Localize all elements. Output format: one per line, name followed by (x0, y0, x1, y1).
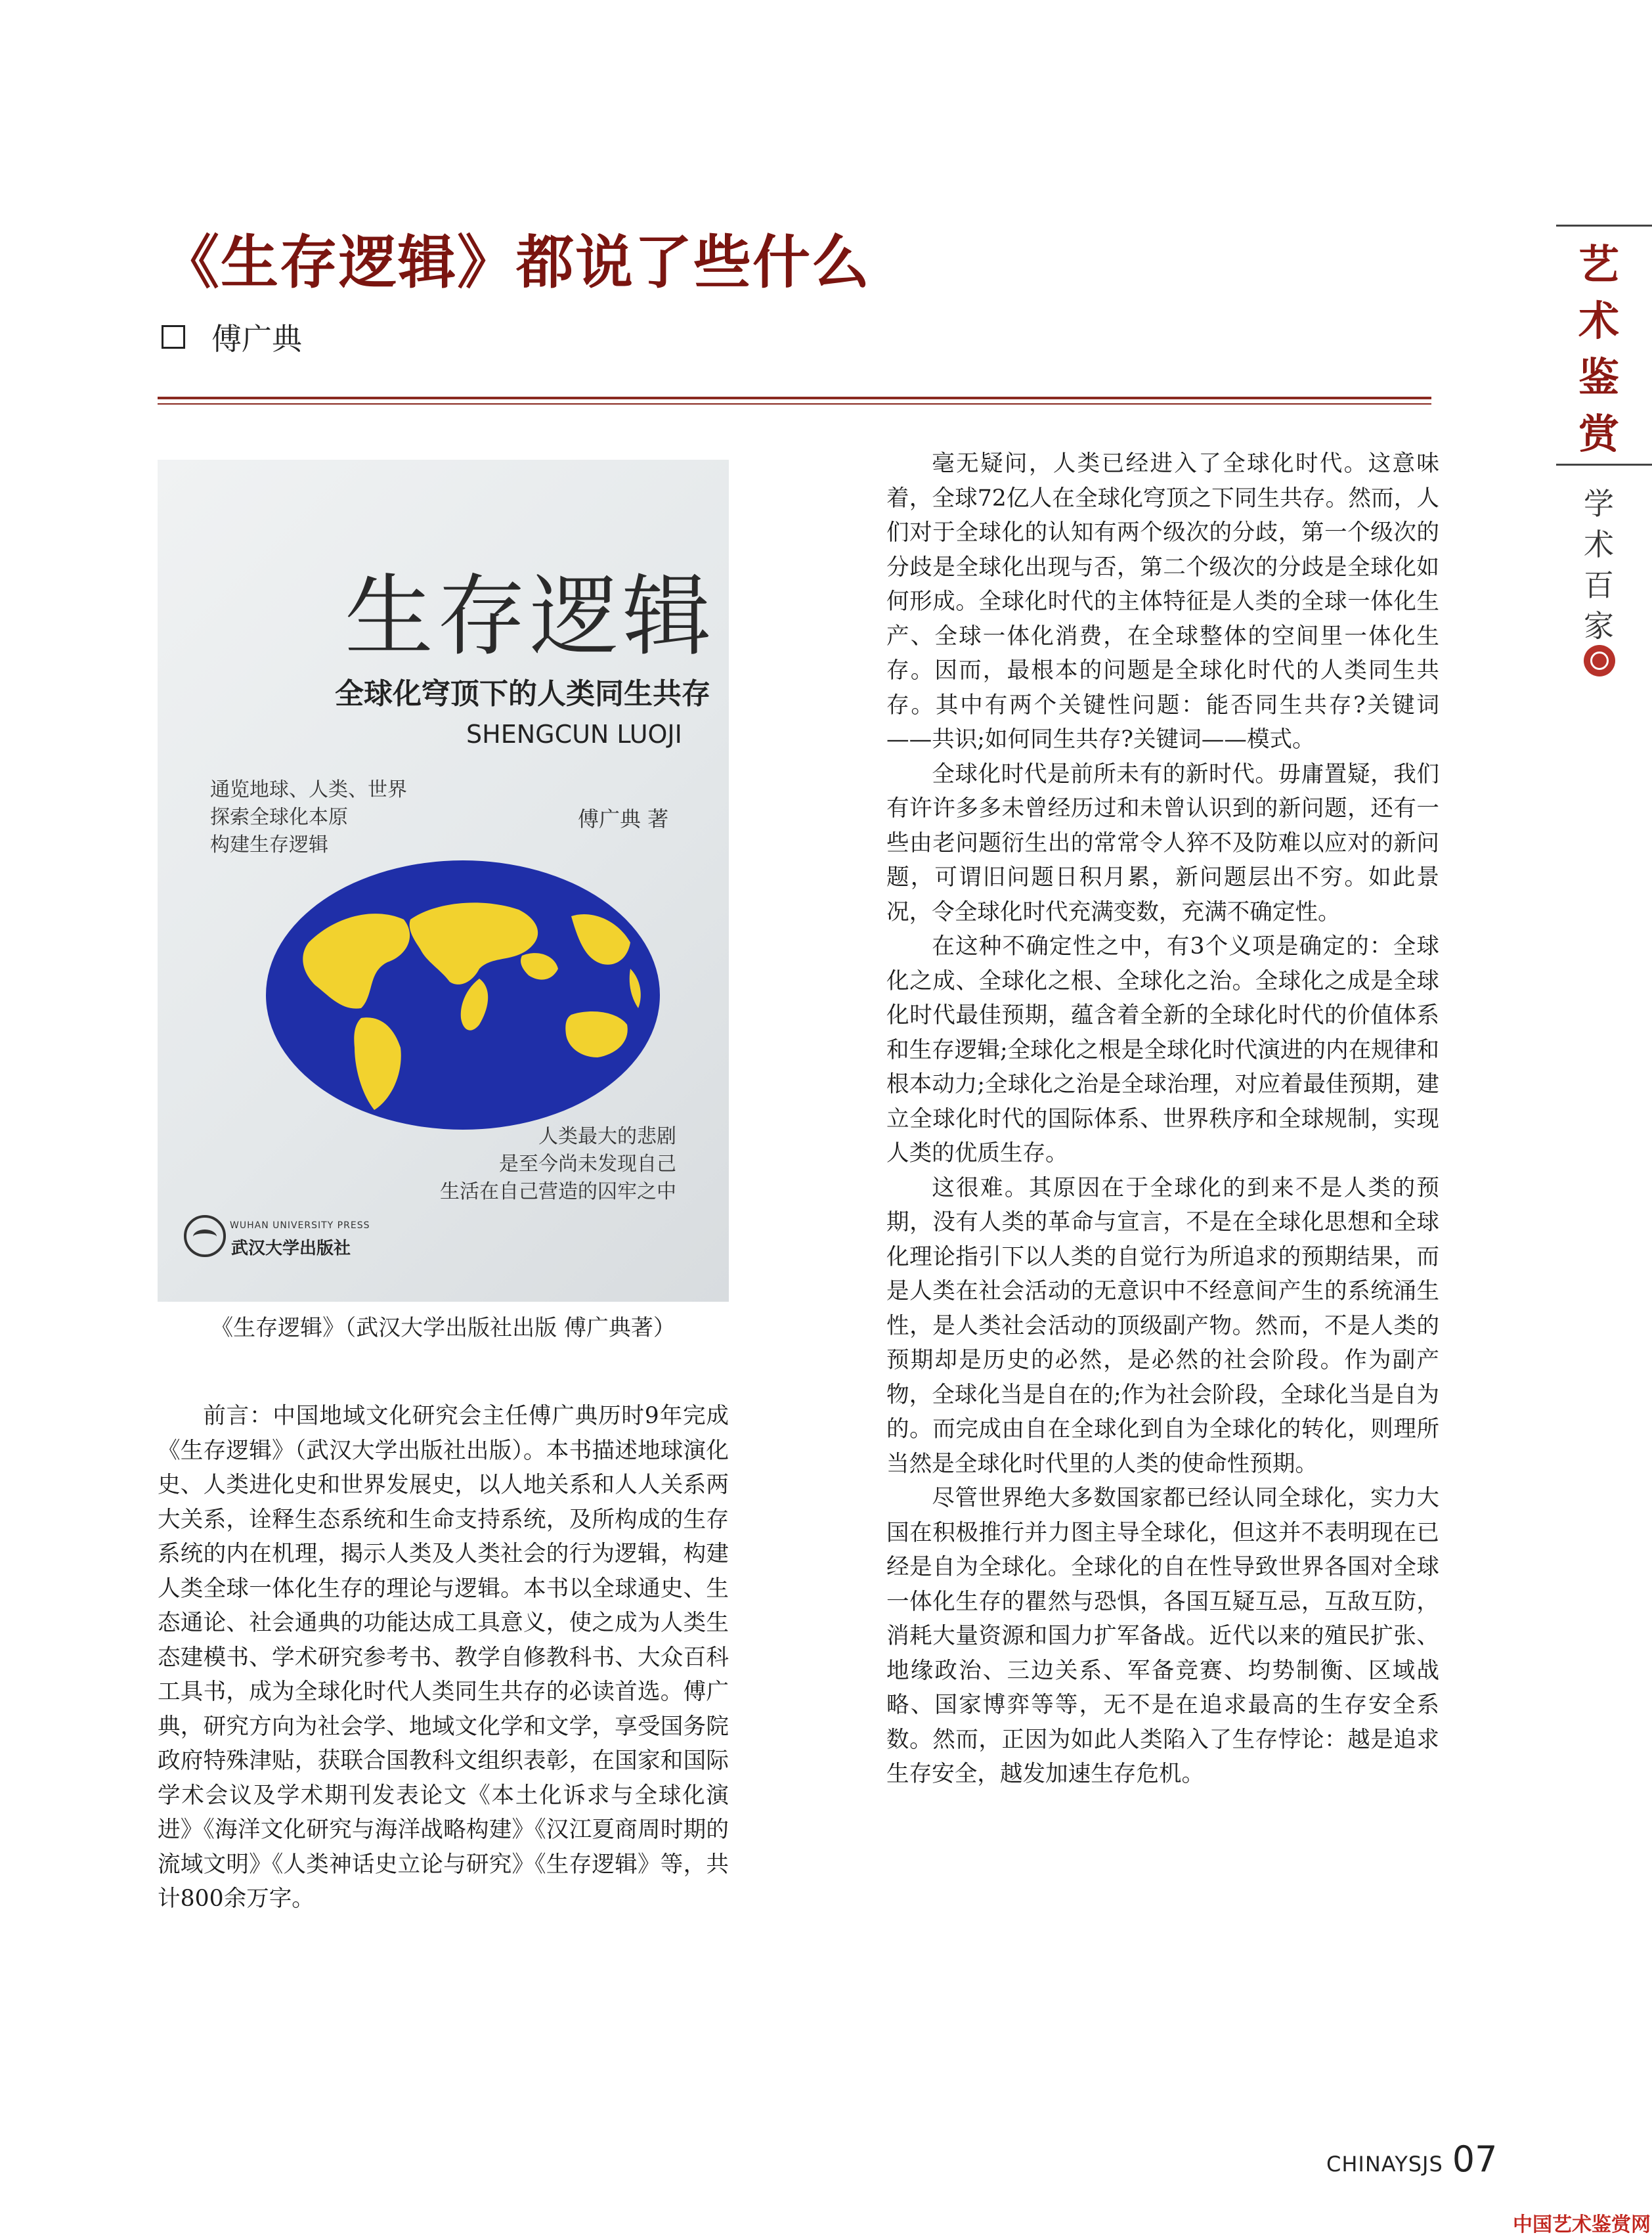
paragraph: 这很难。其原因在于全球化的到来不是人类的预期，没有人类的革命与宣言，不是在全球化思想和全球化理论指引下以人类的自觉行为所追求的预期结果，而是人类在社会活动的无意识中不经意间产生的系统涌生性，是人类社会活动的顶级副产物。然而，不是人类的预期却是历史的必然，是必然的社会阶段。作为副产物，全球化当是自在的;作为社会阶段，全球化当是自为的。而完成由自在全球化到自为全球化的转化，则理所当然是全球化时代里的人类的使命性预期。 (886, 1174, 1439, 1477)
author-name: 傅广典 (211, 321, 302, 357)
page-footer (1326, 2138, 1498, 2180)
globe-icon (263, 857, 663, 1133)
cover-quote-line: 人类最大的悲剧 (538, 1125, 676, 1148)
seal-icon (1584, 645, 1615, 676)
left-column (158, 1399, 729, 1916)
cover-quote (440, 1123, 676, 1206)
article-title: 《生存逻辑》都说了些什么 (162, 229, 871, 296)
paragraph: 前言：中国地域文化研究会主任傅广典历时9年完成《生存逻辑》（武汉大学出版社出版）。本书描述地球演化史、人类进化史和世界发展史，以人地关系和人人关系两大关系，诠释生态系统和生命支持系统，及所构成的生存系统的内在机理，揭示人类及人类社会的行为逻辑，构建人类全球一体化生存的理论与逻辑。本书以全球通史、生态通论、社会通典的功能达成工具意义，使之成为人类生态建模书、学术研究参考书、教学自修教科书、大众百科工具书，成为全球化时代人类同生共存的必读首选。傅广典，研究方向为社会学、地域文化学和文学，享受国务院政府特殊津贴，获联合国教科文组织表彰，在国家和国际学术会议及学术期刊发表论文《本土化诉求与全球化演进》《海洋文化研究与海洋战略构建》《汉江夏商周时期的流域文明》《人类神话史立论与研究》《生存逻辑》等，共计800余万字。 (158, 1403, 729, 1912)
header-rule-thin (158, 403, 1431, 405)
cover-quote-line: 生活在自己营造的囚牢之中 (440, 1180, 676, 1203)
image-caption: 《生存逻辑》（武汉大学出版社出版 傅广典著） (211, 1315, 676, 1341)
cover-press: 武汉大学出版社 (231, 1239, 351, 1258)
paragraph: 毫无疑问，人类已经进入了全球化时代。这意味着，全球72亿人在全球化穹顶之下同生共存。然而，人们对于全球化的认知有两个级次的分歧，第一个级次的分歧是全球化出现与否，第二个级次的分歧是全球化如何形成。全球化时代的主体特征是人类的全球一体化生产、全球一体化消费，在全球整体的空间里一体化生存。因而，最根本的问题是全球化时代的人类同生共存。其中有两个关键性问题：能否同生共存?关键词——共识;如何同生共存?关键词——模式。 (886, 451, 1439, 753)
magazine-brand: CHINAYSJS (1326, 2152, 1443, 2177)
paragraph: 在这种不确定性之中，有3个义项是确定的：全球化之成、全球化之根、全球化之治。全球化之成是全球化时代最佳预期，蕴含着全新的全球化时代的价值体系和生存逻辑;全球化之根是全球化时代演进的内在规律和根本动力;全球化之治是全球治理，对应着最佳预期，建立全球化时代的国际体系、世界秩序和全球规制，实现人类的优质生存。 (886, 933, 1439, 1166)
sidebar-rule-top (1556, 225, 1652, 227)
cover-pinyin: SHENGCUN LUOJI (466, 720, 682, 749)
author-box-icon (162, 325, 185, 349)
section-char: 百 (1584, 567, 1614, 603)
cover-tagline-line: 探索全球化本原 (210, 806, 348, 829)
site-watermark: 中国艺术鉴赏网 (1513, 2213, 1651, 2236)
book-cover-image (158, 460, 729, 1302)
cover-author: 傅广典 著 (578, 807, 669, 831)
cover-tagline (210, 776, 407, 859)
sidebar-rule-mid (1556, 464, 1652, 466)
right-column (886, 447, 1439, 1792)
section-char: 学 (1584, 486, 1614, 521)
paragraph: 全球化时代是前所未有的新时代。毋庸置疑，我们有许许多多未曾经历过和未曾认识到的新问题，还有一些由老问题衍生出的常常令人猝不及防难以应对的新问题，可谓旧问题日积月累，新问题层出不穷。如此景况，令全球化时代充满变数，充满不确定性。 (886, 761, 1439, 925)
cover-press-en: WUHAN UNIVERSITY PRESS (230, 1220, 370, 1231)
column-char: 术 (1578, 297, 1619, 345)
section-char: 家 (1584, 608, 1614, 644)
header-rule-thick (158, 397, 1431, 399)
page-number: 07 (1452, 2138, 1498, 2180)
cover-title: 生存逻辑 (345, 565, 715, 668)
column-char: 赏 (1578, 410, 1619, 458)
cover-tagline-line: 构建生存逻辑 (210, 833, 328, 856)
section-char: 术 (1584, 527, 1614, 562)
cover-tagline-line: 通览地球、人类、世界 (210, 778, 407, 801)
press-logo-icon (184, 1215, 226, 1257)
section-name (1573, 483, 1625, 646)
column-name (1573, 236, 1625, 462)
cover-quote-line: 是至今尚未发现自己 (499, 1153, 676, 1176)
cover-subtitle: 全球化穹顶下的人类同生共存 (335, 677, 710, 711)
paragraph: 尽管世界绝大多数国家都已经认同全球化，实力大国在积极推行并力图主导全球化，但这并不表明现在已经是自为全球化。全球化的自在性导致世界各国对全球一体化生存的瞿然与恐惧，各国互疑互忌，互敌互防，消耗大量资源和国力扩军备战。近代以来的殖民扩张、地缘政治、三边关系、军备竞赛、均势制衡、区域战略、国家博弈等等，无不是在追求最高的生存安全系数。然而，正因为如此人类陷入了生存悖论：越是追求生存安全，越发加速生存危机。 (886, 1485, 1439, 1787)
author-line (162, 315, 302, 359)
column-char: 鉴 (1578, 353, 1619, 401)
column-char: 艺 (1578, 240, 1619, 288)
